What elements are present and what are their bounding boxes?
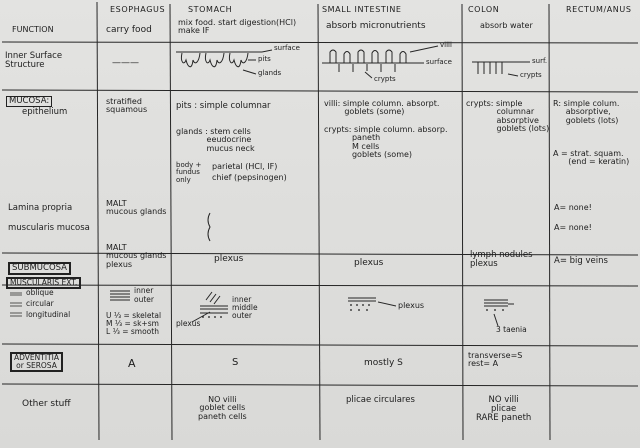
colon-surf-label: surf. <box>532 57 548 65</box>
other-stuff-stomach: NO villi goblet cells paneth cells <box>198 395 247 421</box>
stomach-muscle-sketch <box>192 292 228 322</box>
submucosa-stomach: plexus <box>214 254 244 264</box>
header-stomach: STOMACH <box>188 5 233 14</box>
other-stuff-small-intestine: plicae circulares <box>346 395 415 405</box>
submucosa-rectum: A= big veins <box>554 256 608 266</box>
legend-oblique: oblique <box>26 288 54 297</box>
header-esophagus: ESOPHAGUS <box>110 5 166 14</box>
row-label-epithelium: epithelium <box>22 107 68 117</box>
epithelium-stomach-glands: glands : stem cells eeudocrine mucus neck <box>176 127 255 153</box>
adventitia-colon: transverse=S rest= A <box>468 351 523 369</box>
esophagus-outer-label: outer <box>134 295 154 304</box>
stomach-muscle-plexus: plexus <box>176 319 201 328</box>
colon-crypts-label: crypts <box>520 71 542 79</box>
epithelium-stomach-body-fundus: body + fundus only <box>176 161 202 184</box>
esophagus-muscle-thirds: U ⅓ = skeletal M ⅓ = sk+sm L ⅓ = smooth <box>106 311 162 336</box>
function-colon: absorb water <box>480 21 533 30</box>
esophagus-inner-label: inner <box>134 286 154 295</box>
other-stuff-colon: NO villi plicae RARE paneth <box>476 395 532 423</box>
adventitia-esophagus: A <box>128 357 136 370</box>
epithelium-esophagus: stratified squamous <box>106 97 148 115</box>
stomach-surface-label: surface <box>274 44 300 52</box>
row-label-other-stuff: Other stuff <box>22 399 71 409</box>
colon-muscle-sketch <box>484 300 514 326</box>
function-esophagus: carry food <box>106 25 152 35</box>
submucosa-esophagus: MALT mucous glands plexus <box>106 243 167 269</box>
function-stomach: mix food. start digestion(HCl) make IF <box>178 18 297 36</box>
adventitia-small-intestine: mostly S <box>364 358 403 368</box>
si-villi-label: villi <box>440 41 452 49</box>
stomach-glands-label: glands <box>258 69 282 77</box>
header-colon: COLON <box>468 5 500 14</box>
row-label-submucosa: SUBMUCOSA <box>8 262 71 275</box>
epithelium-rectum-r: R: simple colum. absorptive, goblets (lots) <box>553 99 620 125</box>
stomach-pits-label: pits <box>258 55 271 63</box>
function-small-intestine: absorb micronutrients <box>326 21 426 31</box>
colon-taenia: 3 taenia <box>496 325 527 334</box>
inner-surface-esophagus: ——— <box>112 58 139 68</box>
row-label-inner-surface: Inner Surface Structure <box>5 51 63 70</box>
si-muscle-plexus: plexus <box>398 301 425 310</box>
row-label-function: FUNCTION <box>12 25 54 34</box>
si-surface-label: surface <box>426 58 452 66</box>
row-label-lamina-propria: Lamina propria <box>8 203 73 213</box>
row-label-muscularis-mucosa: muscularis mucosa <box>8 223 90 233</box>
legend-longitudinal: longitudinal <box>26 310 71 319</box>
header-rectum: RECTUM/ANUS <box>566 5 632 14</box>
si-crypts-label: crypts <box>374 75 396 83</box>
legend-circular: circular <box>26 299 54 308</box>
submucosa-small-intestine: plexus <box>354 258 384 268</box>
epithelium-rectum-a: A = strat. squam. (end = keratin) <box>553 149 630 167</box>
row-label-adventitia: ADVENTITIA or SEROSA <box>10 352 63 372</box>
muscularis-mucosa-rectum: A= none! <box>554 223 592 232</box>
si-muscle-sketch <box>348 298 396 310</box>
epithelium-stomach-chief: chief (pepsinogen) <box>212 173 287 182</box>
epithelium-si-crypts: crypts: simple column. absorp. paneth M cells goblets (some) <box>324 125 448 160</box>
epithelium-stomach-pits: pits : simple columnar <box>176 101 271 111</box>
submucosa-colon: lymph nodules plexus <box>470 250 533 269</box>
lamina-propria-esophagus: MALT mucous glands <box>106 199 167 217</box>
si-villi-sketch <box>322 46 438 78</box>
epithelium-si-villi: villi: simple column. absorpt. goblets (some) <box>324 99 440 117</box>
header-small-intestine: SMALL INTESTINE <box>322 5 402 14</box>
row-label-mucosa: MUCOSA: <box>6 96 52 107</box>
epithelium-colon: crypts: simple columnar absorptive goblets (lots) <box>466 99 550 134</box>
row-label-muscularis-ext: MUSCULARIS EXT. <box>6 277 81 289</box>
stomach-muscle-layers: inner middle outer <box>232 295 258 320</box>
epithelium-stomach-parietal: parietal (HCl, IF) <box>212 162 278 171</box>
lamina-propria-rectum: A= none! <box>554 203 592 212</box>
adventitia-stomach: S <box>232 357 239 368</box>
